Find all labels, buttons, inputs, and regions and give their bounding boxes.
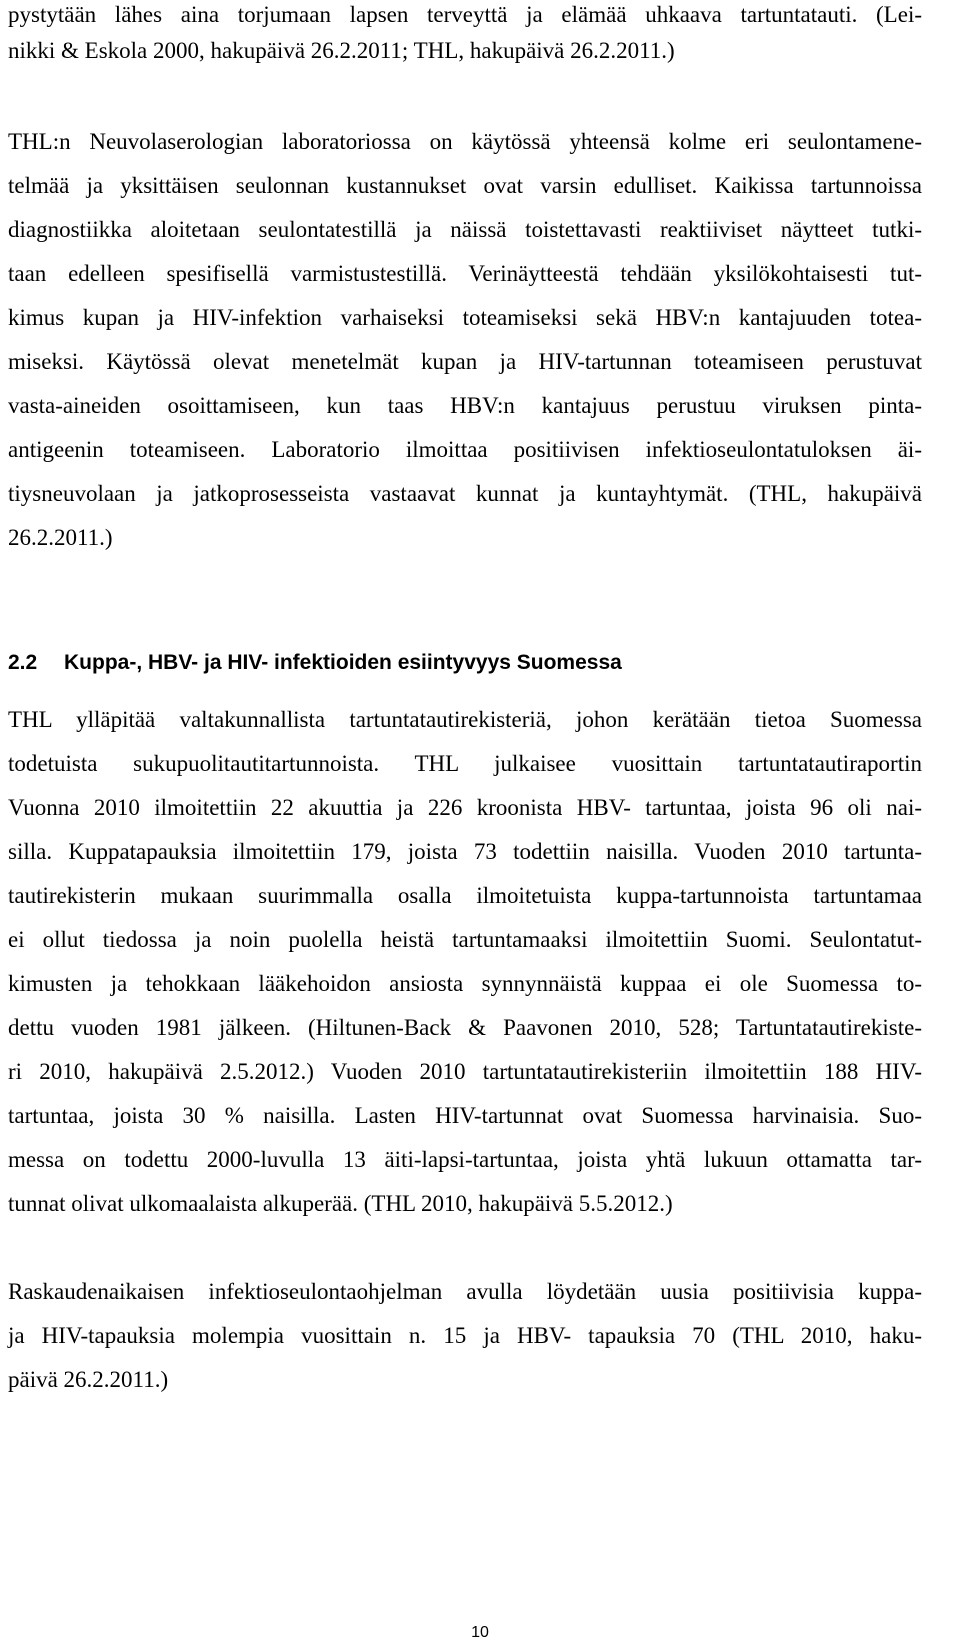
text-line: ei ollut tiedossa ja noin puolella heistä tartuntamaaksi ilmoitettiin Suomi. Seulontatut- [8, 927, 922, 952]
text-line: tunnat olivat ulkomaalaista alkuperää. (THL 2010, hakupäivä 5.5.2012.) [8, 1191, 673, 1216]
text-line: Raskaudenaikaisen infektioseulontaohjelman avulla löydetään uusia positiivisia kuppa- [8, 1279, 922, 1304]
text-line: silla. Kuppatapauksia ilmoitettiin 179, joista 73 todettiin naisilla. Vuoden 2010 tartunta- [8, 839, 922, 864]
text-line: taan edelleen spesifisellä varmistustestillä. Verinäytteestä tehdään yksilökohtaisesti tut- [8, 261, 922, 286]
text-line: telmää ja yksittäisen seulonnan kustannukset ovat varsin edulliset. Kaikissa tartunnoissa [8, 173, 922, 198]
text-line: antigeenin toteamiseen. Laboratorio ilmoittaa positiivisen infektioseulontatuloksen äi- [8, 437, 922, 462]
text-line: messa on todettu 2000-luvulla 13 äiti-lapsi-tartuntaa, joista yhtä lukuun ottamatta tar- [8, 1147, 922, 1172]
section-number: 2.2 [8, 651, 38, 674]
text-line: tiysneuvolaan ja jatkoprosesseista vastaavat kunnat ja kuntayhtymät. (THL, hakupäivä [8, 481, 922, 506]
text-line: 26.2.2011.) [8, 525, 113, 550]
text-line: THL:n Neuvolaserologian laboratoriossa on käytössä yhteensä kolme eri seulontamene- [8, 129, 922, 154]
text-line: dettu vuoden 1981 jälkeen. (Hiltunen-Back & Paavonen 2010, 528; Tartuntatautirekiste- [8, 1015, 922, 1040]
text-line: diagnostiikka aloitetaan seulontatestillä ja näissä toistettavasti reaktiiviset näytteet tutki- [8, 217, 922, 242]
text-line: vasta-aineiden osoittamiseen, kun taas HBV:n kantajuus perustuu viruksen pinta- [8, 393, 922, 418]
section-heading [8, 648, 622, 678]
text-line: THL ylläpitää valtakunnallista tartuntatautirekisteriä, johon kerätään tietoa Suomessa [8, 707, 922, 732]
text-line: päivä 26.2.2011.) [8, 1367, 169, 1392]
text-line: ja HIV-tapauksia molempia vuosittain n. 15 ja HBV- tapauksia 70 (THL 2010, haku- [8, 1323, 922, 1348]
text-line: miseksi. Käytössä olevat menetelmät kupan ja HIV-tartunnan toteamiseen perustuvat [8, 349, 922, 374]
text-line: tartuntaa, joista 30 % naisilla. Lasten HIV-tartunnat ovat Suomessa harvinaisia. Suo- [8, 1103, 922, 1128]
section-title: Kuppa-, HBV- ja HIV- infektioiden esiintyvyys Suomessa [64, 651, 622, 674]
text-line: Vuonna 2010 ilmoitettiin 22 akuuttia ja 226 kroonista HBV- tartuntaa, joista 96 oli nai- [8, 795, 922, 820]
text-line: pystytään lähes aina torjumaan lapsen terveyttä ja elämää uhkaava tartuntatauti. (Lei- [8, 2, 922, 27]
text-line: tautirekisterin mukaan suurimmalla osalla ilmoitetuista kuppa-tartunnoista tartuntamaa [8, 883, 922, 908]
page-number: 10 [471, 1624, 489, 1641]
text-line: kimus kupan ja HIV-infektion varhaiseksi toteamiseksi sekä HBV:n kantajuuden totea- [8, 305, 922, 330]
text-line: ri 2010, hakupäivä 2.5.2012.) Vuoden 2010 tartuntatautirekisteriin ilmoitettiin 188 HIV- [8, 1059, 922, 1084]
text-line: todetuista sukupuolitautitartunnoista. THL julkaisee vuosittain tartuntatautiraportin [8, 751, 922, 776]
text-line: nikki & Eskola 2000, hakupäivä 26.2.2011; THL, hakupäivä 26.2.2011.) [8, 38, 675, 63]
text-line: kimusten ja tehokkaan lääkehoidon ansiosta synnynnäistä kuppaa ei ole Suomessa to- [8, 971, 922, 996]
